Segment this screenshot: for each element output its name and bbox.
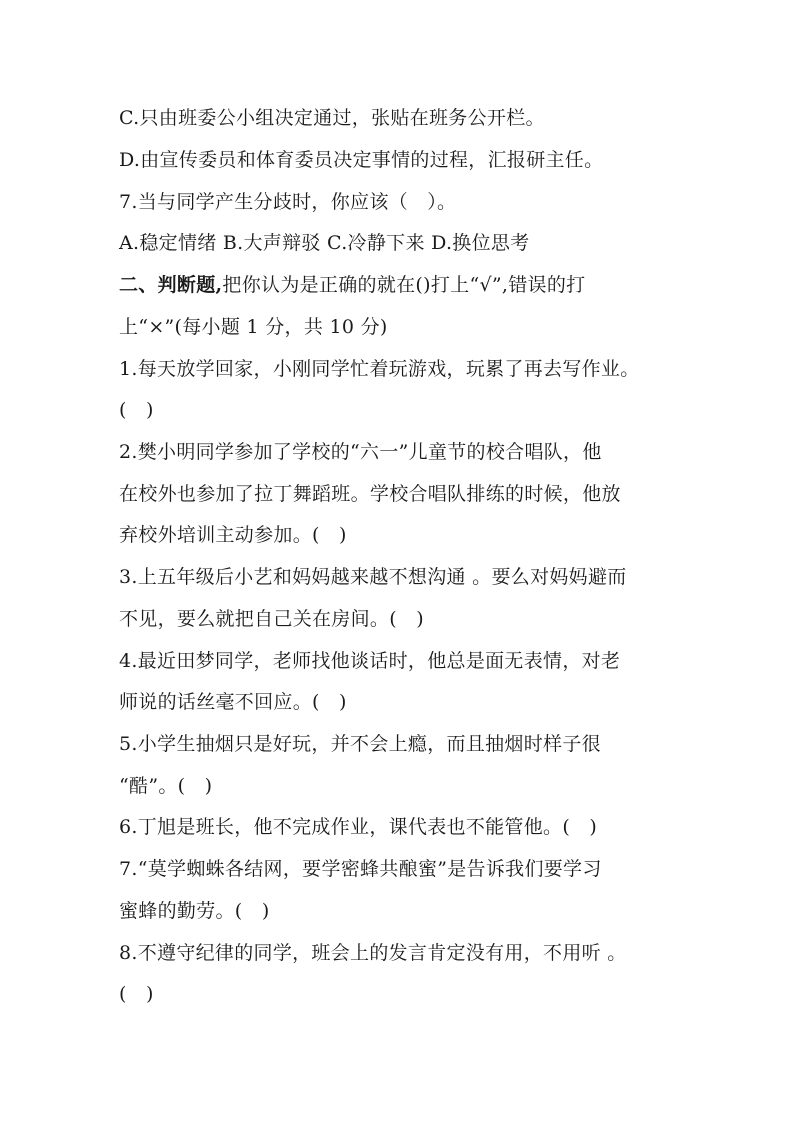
judge-item-4: 4.最近田梦同学，老师找他谈话时，他总是面无表情，对老 — [119, 650, 621, 672]
option-c-line: C.只由班委公小组决定通过，张贴在班务公开栏。 — [119, 107, 545, 129]
judge-item-2-cont1: 在校外也参加了拉丁舞蹈班。学校合唱队排练的时候，他放 — [119, 483, 621, 505]
judge-item-1-blank: ( ) — [119, 399, 154, 421]
judge-item-2-cont2: 弃校外培训主动参加。( ) — [119, 524, 347, 546]
judge-item-8-blank: ( ) — [119, 983, 154, 1005]
judge-item-7-cont: 蜜蜂的勤劳。( ) — [119, 900, 270, 922]
judge-item-2: 2.樊小明同学参加了学校的“六一”儿童节的校合唱队，他 — [119, 441, 602, 463]
question-7-line: 7.当与同学产生分歧时，你应该（ ）。 — [119, 191, 457, 213]
section-heading: 二、判断题, — [119, 274, 223, 296]
section-instructions-cont: 上“×”(每小题 1 分，共 10 分) — [119, 316, 388, 338]
judge-item-1: 1.每天放学回家，小刚同学忙着玩游戏，玩累了再去写作业。 — [119, 358, 640, 380]
section-instructions: 把你认为是正确的就在()打上“√”,错误的打 — [222, 274, 586, 296]
judge-item-3-cont: 不见，要么就把自己关在房间。( ) — [119, 608, 424, 630]
judge-item-8: 8.不遵守纪律的同学，班会上的发言肯定没有用，不用听 。 — [119, 942, 627, 964]
section-heading-line — [119, 271, 585, 299]
question-7-options: A.稳定情绪 B.大声辩驳 C.冷静下来 D.换位思考 — [119, 232, 530, 254]
judge-item-3: 3.上五年级后小艺和妈妈越来越不想沟通 。要么对妈妈避而 — [119, 566, 627, 588]
judge-item-7: 7.“莫学蜘蛛各结网，要学密蜂共酿蜜”是告诉我们要学习 — [119, 858, 602, 880]
judge-item-5: 5.小学生抽烟只是好玩，并不会上瘾，而且抽烟时样子很 — [119, 733, 601, 755]
option-d-line: D.由宣传委员和体育委员决定事情的过程，汇报研主任。 — [119, 149, 604, 171]
judge-item-4-cont: 师说的话丝毫不回应。( ) — [119, 691, 347, 713]
judge-item-6: 6.丁旭是班长，他不完成作业，课代表也不能管他。( ) — [119, 816, 598, 838]
judge-item-5-cont: “酷”。( ) — [119, 775, 213, 797]
